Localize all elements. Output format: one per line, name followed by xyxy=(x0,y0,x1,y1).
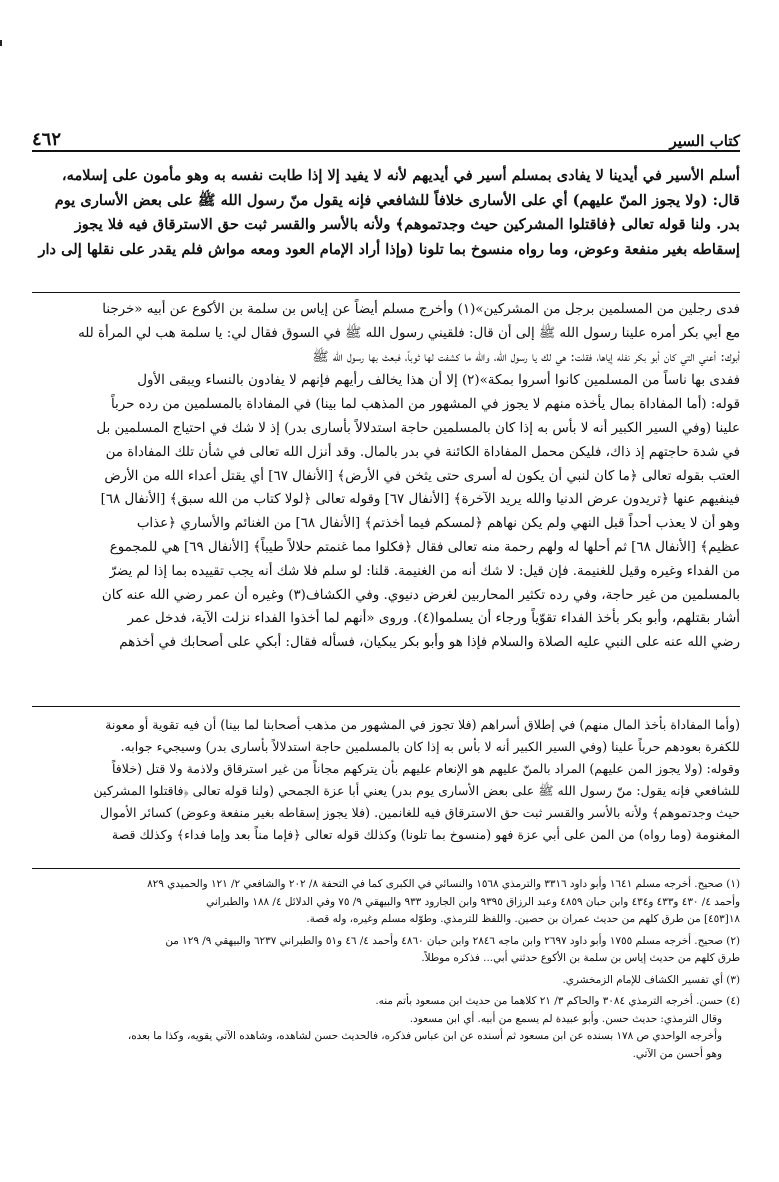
sharh-line: فدى رجلين من المسلمين برجل من المشركين»(١) وأخرج مسلم أيضاً عن إياس بن سلمة بن الأكوع عن أبيه «خرجنا xyxy=(102,302,740,317)
matn-text xyxy=(32,164,740,284)
sharh-line: قوله: (أما المفاداة بمال يأخذه منهم لا يجوز في المشهور من المذهب لما بينا) في المفاداة بالمسلمين من رده حرباً xyxy=(110,397,740,413)
footnote xyxy=(32,972,740,990)
footnote xyxy=(32,876,740,929)
page-number: ٤٦٢ xyxy=(32,129,62,150)
section-divider xyxy=(32,292,740,293)
footnote-line: (٢) صحيح. أخرجه مسلم ١٧٥٥ وأبو داود ٢٦٩٧ وابن ماجه ٢٨٤٦ وابن حبان ٤٨٦٠ وأحمد ٤/ ٤٦ و٥١ والطبراني ٦٢٣٧ والبيهقي ٩/ ١٢٩ من xyxy=(165,934,740,947)
sharh-line: علينا (وفي السير الكبير أنه لا بأس به إذا كان بالمسلمين حاجة استدلالاً بأسارى بدر) إذ لا شك في احتياج المسلمين بل xyxy=(96,420,740,436)
sharh-line: مع أبي بكر أمره علينا رسول الله ﷺ إلى أن قال: فلقيني رسول الله ﷺ في السوق فقال لي: يا سلمة هب لي المرأة لله xyxy=(78,325,740,341)
footnote-line: وقال الترمذي: حديث حسن. وأبو عبيدة لم يسمع من أبيه. أي ابن مسعود. xyxy=(409,1012,722,1025)
sharh-line: من الفداء وغيره وقيل للغنيمة. فإن قيل: لا شك أنه من الغنيمة. قلنا: لو سلم فلا شك أنه يجب تقييده بما إذا لم يضرّ xyxy=(109,563,740,579)
footnote-line: ١٨[٤٥٣] من طرق كلهم من حديث عمران بن حصين. واللفظ للترمذي. وطوّله مسلم وغيره، وله قصة. xyxy=(306,913,740,925)
scan-mark xyxy=(0,40,2,46)
matn-line: بدر. ولنا قوله تعالى ﴿فاقتلوا المشركين حيث وجدتموهم﴾ ولأنه بالأسر والقسر ثبت حق الاسترقاق فيه فلا يجوز xyxy=(74,216,740,233)
footnote-line: (١) صحيح. أخرجه مسلم ١٦٤١ وأبو داود ٣٣١٦ والترمذي ١٥٦٨ والنسائي في الكبرى كما في التحفة ٨/ ٢٠٢ والشافعي ٢/ ١٢١ والحميدي ٨٢٩ xyxy=(147,878,740,890)
matn-line: أسلم الأسير في أيدينا لا يفادى بمسلم أسير في أيديهم لأنه لا يفيد إلا إذا طابت نفسه به وهو مأمون على إسلامه، xyxy=(61,167,740,184)
footnote-line: وهو أحسن من الآتي. xyxy=(632,1047,722,1060)
sharh-line: بالمسلمين من غير حاجة، وفي رده تكثير المحاربين لغرض دنيوي. وفي الكشاف(٣) وغيره أن عمر رضي الله عنه كان xyxy=(101,587,740,603)
sharh-line: ففدى بها ناساً من المسلمين كانوا أسروا بمكة»(٢) إلا أن هذا يخالف رأيهم فإنهم لا يفادون بالنساء ويبقى الأول xyxy=(137,373,740,389)
sharh-commentary xyxy=(32,298,740,698)
hashiya-line: وقوله: (ولا يجوز المن عليهم) المراد بالمنّ عليهم هو الإنعام عليهم بأن يتركهم مجاناً من غير استرقاق ولاذمة ولا قتل (خلافاً xyxy=(111,761,740,776)
hashiya-line: حيث وجدتموهم﴾ ولأنه بالأسر والقسر ثبت حق الاسترقاق فيه للغانمين. (فلا يجوز إسقاطه بغير منفعة وعوض) كسائر الأموال xyxy=(99,805,740,820)
sharh-line: العتب بقوله تعالى ﴿ما كان لنبي أن يكون له أسرى حتى يثخن في الأرض﴾ [الأنفال ٦٧] أي يقتل أعداء الله من الأرض xyxy=(104,468,740,484)
hashiya-line: (وأما المفاداة بأخذ المال منهم) في إطلاق أسراهم (فلا تجوز في المشهور من مذهب أصحابنا لما بينا) أن فيه تقوية أو معونة xyxy=(105,717,740,732)
sharh-line: رضي الله عنه على النبي عليه الصلاة والسلام فإذا هو وأبو بكر يبكيان، فسأله فقال: أبكي على أصحابك في أخذهم xyxy=(119,635,740,651)
footnote-divider xyxy=(32,868,740,869)
hashiya-line: للشافعي فإنه يقول: منّ رسول الله ﷺ على بعض الأسارى يوم بدر) يعني أبا عزة الجمحي (ولنا قوله تعالى ﴿فاقتلوا المشركين xyxy=(93,783,740,798)
hashiya-line: المغنومة (وما رواه) من المن على أبي عزة فهو (منسوخ بما تلونا) وكذلك قوله تعالى ﴿فإما مناً بعد وإما فداء﴾ وكذلك قصة xyxy=(111,827,740,842)
footnotes xyxy=(32,876,740,1067)
hashiya-commentary xyxy=(32,714,740,862)
page-header xyxy=(32,116,740,150)
sharh-line: عظيم﴾ [الأنفال ٦٨] ثم أحلها له ولهم رحمة منه تعالى فقال ﴿فكلوا مما غنمتم حلالاً طيباً﴾ [الأنفال ٦٩] هي للمجموع xyxy=(109,539,740,555)
hashiya-line: للكفرة بعودهم حرباً علينا (وفي السير الكبير أنه لا بأس به إذا كان بالمسلمين حاجة استدلالاً بأسارى بدر) وسيجيء جوابه. xyxy=(120,739,740,754)
footnote-line: طرق كلهم من حديث إياس بن سلمة بن الأكوع حدثني أبي... فذكره موطلاً. xyxy=(421,952,740,964)
footnote xyxy=(32,993,740,1063)
footnote-line: (٣) أي تفسير الكشاف للإمام الزمخشري. xyxy=(562,973,740,986)
sharh-line: فينفيهم عنها ﴿تريدون عرض الدنيا والله يريد الآخرة﴾ [الأنفال ٦٧] وقوله تعالى ﴿لولا كتاب من الله سبق﴾ [الأنفال ٦٨] xyxy=(100,492,740,508)
matn-line: قال: (ولا يجوز المنّ عليهم) أي على الأسارى خلافاً للشافعي فإنه يقول منّ رسول الله ﷺ على بعض الأسارى يوم xyxy=(54,191,740,209)
matn-line: إسقاطه بغير منفعة وعوض، وما رواه منسوخ بما تلونا (وإذا أراد الإمام العود ومعه مواش فلم يقدر على نقلها إلى دار xyxy=(38,240,740,258)
sharh-line: أبوك: أعني التي كان أبو بكر نفله إياها، فقلت: هي لك يا رسول الله، والله ما كشفت لها ثوباً، فبعث بها رسول الله ﷺ xyxy=(312,349,740,365)
section-divider xyxy=(32,706,740,707)
sharh-line: وهو أن لا يعذب أحداً قبل النهي ولم يكن نهاهم ﴿لمسكم فيما أخذتم﴾ [الأنفال ٦٨] من الغنائم والأساري ﴿عذاب xyxy=(136,516,740,532)
footnote-line: وأحمد ٤/ ٤٣٠ و٤٣٣ و٤٣٤ وابن حبان ٤٨٥٩ وعبد الرزاق ٩٣٩٥ وابن الجارود ٩٣٣ والبيهقي ٩/ ٧٥ وفي الدلائل ٤/ ١٨٨ والطبراني xyxy=(206,895,740,908)
footnote-line: وأخرجه الواحدي ص ١٧٨ بسنده عن ابن مسعود ثم أسنده عن ابن عباس فذكره، فالحديث حسن لشاهده، وشاهده الآتي يقويه، وكذا ما بعده، xyxy=(127,1030,722,1042)
sharh-line: في شدة حاجتهم إذ ذاك، فليكن محمل المفاداة الكائنة في بدر بالمال. وقد أنزل الله تعالى في شأن تلك المفاداة من xyxy=(105,444,740,460)
footnote xyxy=(32,933,740,968)
footnote-sub xyxy=(32,1011,722,1064)
sharh-line: أشار بقتلهم، وأبو بكر بأخذ الفداء تقوّياً ورجاء أن يسلموا(٤). وروى «أنهم لما أخذوا الفداء نزلت الآية، فدخل عمر xyxy=(127,611,740,627)
header-rule xyxy=(32,150,740,152)
footnote-line: (٤) حسن. أخرجه الترمذي ٣٠٨٤ والحاكم ٣/ ٢١ كلاهما من حديث ابن مسعود بأتم منه. xyxy=(375,995,740,1007)
running-title: كتاب السير xyxy=(669,132,740,150)
